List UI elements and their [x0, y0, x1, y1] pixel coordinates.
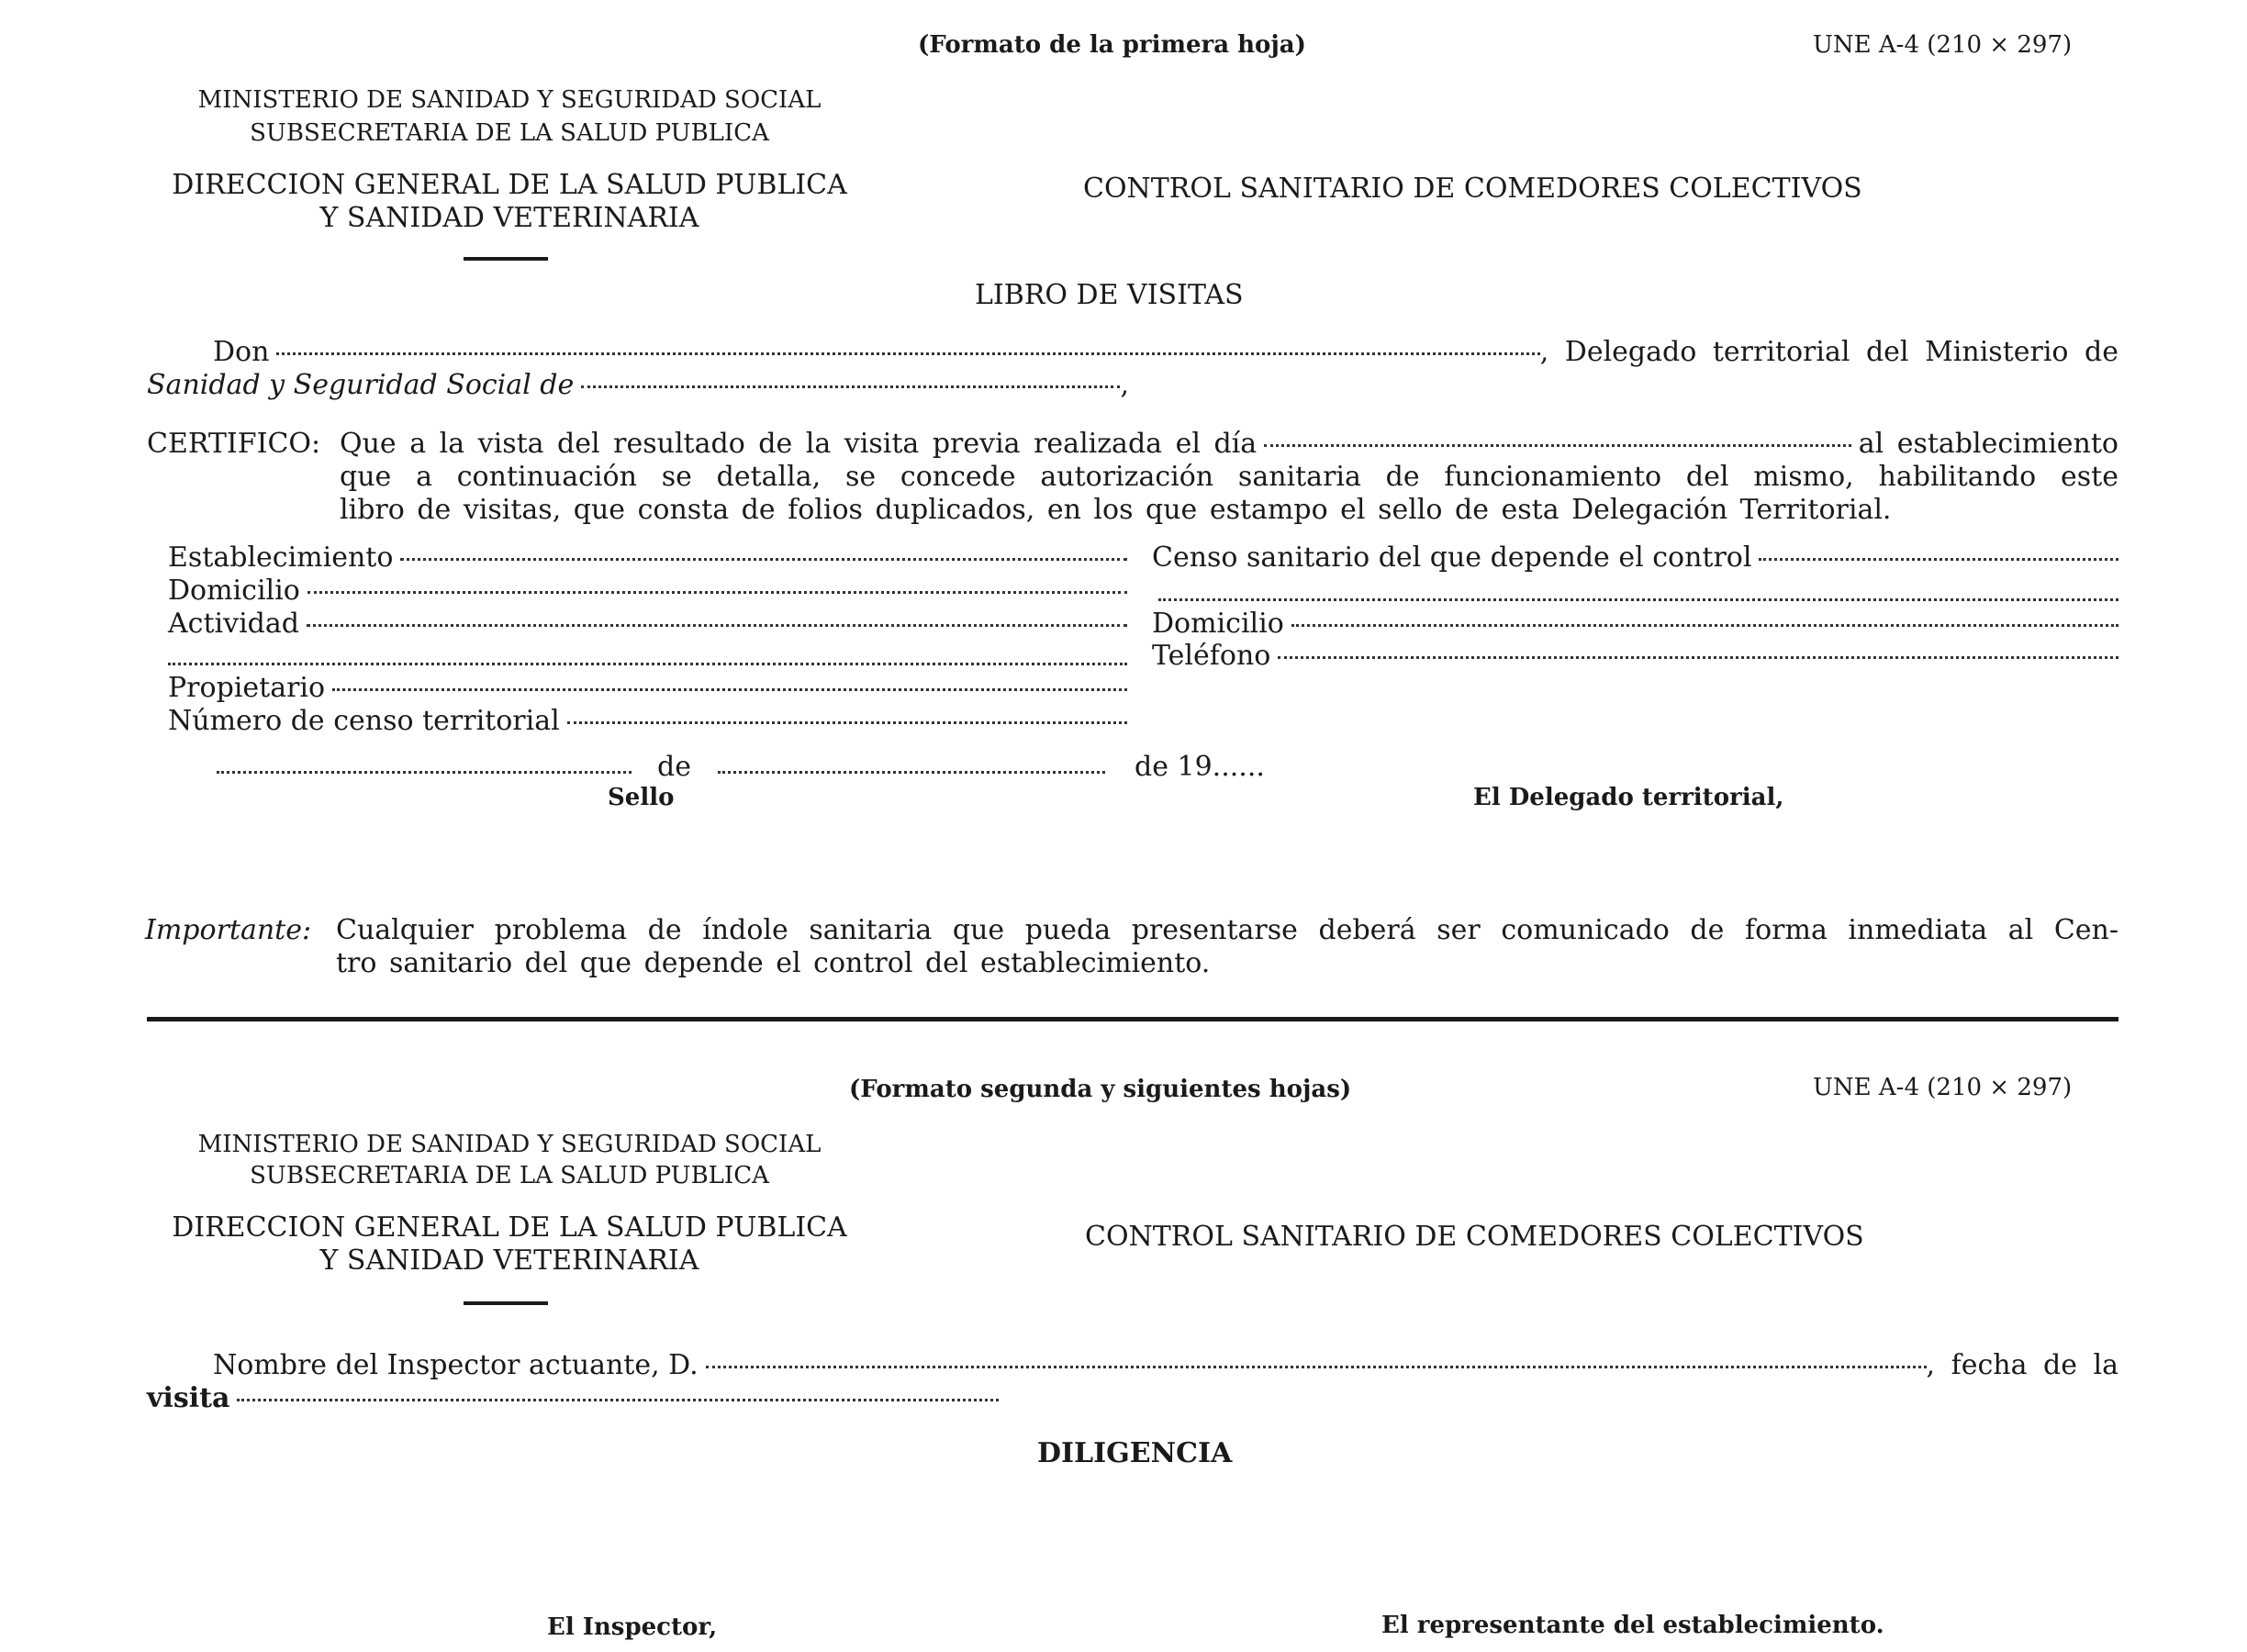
diligencia-title: DILIGENCIA [1037, 1437, 1233, 1469]
direction-name-2-line2: Y SANIDAD VETERINARIA [319, 1245, 699, 1277]
control-title: CONTROL SANITARIO DE COMEDORES COLECTIVOS [1083, 173, 1862, 205]
inspector-signature: El Inspector, [547, 1613, 718, 1641]
date-de-1: de [657, 751, 691, 783]
control-title-2: CONTROL SANITARIO DE COMEDORES COLECTIVOS [1085, 1221, 1864, 1253]
section-divider [147, 1017, 2118, 1021]
sanidad-fill-line[interactable] [581, 385, 1120, 388]
propietario-fill-line[interactable] [332, 688, 1127, 691]
don-label: Don [213, 336, 270, 368]
telefono-row: Teléfono [1152, 640, 2118, 673]
domicilio-row: Domicilio [168, 575, 1127, 608]
extra-fill-line[interactable] [168, 663, 1127, 665]
ministry-name: MINISTERIO DE SANIDAD Y SEGURIDAD SOCIAL [197, 86, 822, 114]
numero-censo-fill-line[interactable] [567, 721, 1127, 724]
delegado-text: , Delegado territorial del Ministerio de [1539, 336, 2118, 368]
actividad-row: Actividad [168, 608, 1127, 641]
subsecretary-name-2: SUBSECRETARIA DE LA SALUD PUBLICA [250, 1162, 769, 1189]
direction-name-2-line1: DIRECCION GENERAL DE LA SALUD PUBLICA [172, 1211, 847, 1244]
sanidad-label: Sanidad y Seguridad Social de [147, 369, 575, 401]
certifico-label: CERTIFICO: [147, 428, 321, 460]
place-fill-line[interactable] [217, 771, 632, 774]
censo-sanitario-fill-line[interactable] [1759, 558, 2118, 561]
paper-size-label-2: UNE A-4 (210 × 297) [1813, 1074, 2073, 1101]
right-domicilio-fill-line[interactable] [1291, 624, 2118, 627]
right-domicilio-row: Domicilio [1152, 608, 2118, 641]
certifico-line1: Que a la vista del resultado de la visita previa realizada el día al establecimiento [340, 428, 2118, 460]
don-fill-line[interactable] [276, 352, 1539, 355]
inspector-row: Nombre del Inspector actuante, D. , fecha de la [213, 1349, 2118, 1381]
direction-name-line1: DIRECCION GENERAL DE LA SALUD PUBLICA [172, 169, 847, 201]
representante-signature: El representante del establecimiento. [1381, 1612, 1884, 1639]
don-field-row [213, 336, 2118, 369]
inspector-fill-line[interactable] [706, 1366, 1927, 1368]
header-divider-2 [464, 1301, 548, 1305]
telefono-fill-line[interactable] [1278, 656, 2118, 659]
sanidad-field-row: Sanidad y Seguridad Social de , [147, 369, 1129, 401]
paper-size-label: UNE A-4 (210 × 297) [1813, 31, 2073, 59]
header-divider [464, 257, 548, 261]
propietario-row: Propietario [168, 672, 1127, 705]
censo-sanitario-fill-line-2[interactable] [1158, 598, 2118, 601]
establecimiento-row: Establecimiento [168, 541, 1127, 575]
visit-date-fill-line[interactable] [1264, 444, 1851, 447]
establecimiento-fill-line[interactable] [400, 558, 1127, 561]
delegado-signature: El Delegado territorial, [1473, 784, 1784, 811]
importante-line1: Cualquier problema de índole sanitaria que pueda presentarse deberá ser comunicado de forma inmediata al Cen- [336, 914, 2118, 946]
direction-name-line2: Y SANIDAD VETERINARIA [319, 202, 699, 234]
numero-censo-row: Número de censo territorial [168, 705, 1127, 738]
certifico-line2: que a continuación se detalla, se concede autorización sanitaria de funcionamiento del mismo, habilitando este [340, 461, 2118, 493]
sello-label: Sello [608, 784, 675, 811]
format-first-page-title: (Formato de la primera hoja) [918, 31, 1306, 59]
date-year: de 19...... [1135, 751, 1265, 783]
book-title: LIBRO DE VISITAS [975, 279, 1244, 311]
visita-row: visita [147, 1382, 999, 1415]
certifico-line3: libro de visitas, que consta de folios duplicados, en los que estampo el sello de esta Delegación Territorial. [340, 494, 1892, 526]
importante-label: Importante: [145, 914, 312, 946]
ministry-name-2: MINISTERIO DE SANIDAD Y SEGURIDAD SOCIAL [197, 1131, 822, 1158]
month-fill-line[interactable] [718, 771, 1105, 774]
format-following-pages-title: (Formato segunda y siguientes hojas) [849, 1076, 1352, 1103]
censo-sanitario-row: Censo sanitario del que depende el control [1152, 541, 2118, 575]
importante-line2: tro sanitario del que depende el control del establecimiento. [336, 947, 1211, 979]
subsecretary-name: SUBSECRETARIA DE LA SALUD PUBLICA [250, 119, 769, 147]
domicilio-fill-line[interactable] [307, 591, 1127, 594]
visita-fill-line[interactable] [237, 1399, 999, 1401]
actividad-fill-line[interactable] [307, 624, 1127, 627]
